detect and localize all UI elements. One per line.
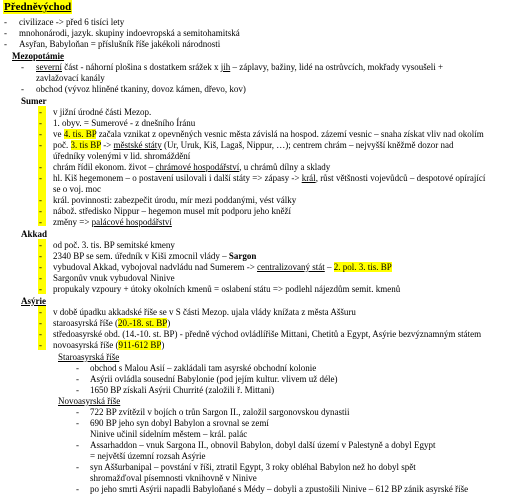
sumer-item: nábož. středisko Nippur – hegemon musel mít podporu jeho kněží — [53, 206, 291, 216]
keyword: chrámové hospodářství — [155, 162, 240, 172]
bullet-dash: - — [21, 62, 24, 72]
text-fragment: staroasyrská říše ( — [53, 318, 118, 328]
bullet-dash: - — [39, 206, 42, 216]
nova-item: syn Aššurbanipal – povstání v říši, ztratil Egypt, 3 roky obléhal Babylon než ho dobyl spět — [90, 462, 416, 472]
mezopotamie-line: obchod (vývoz hliněné tkaniny, dovoz kámen, dřevo, kov) — [36, 84, 246, 94]
text-fragment: 2340 BP se sem. úředník v Kiši zmocnil vlády – — [53, 251, 229, 261]
bullet-dash: - — [39, 140, 42, 150]
intro-line: mnohonárodi, jazyk. skupiny indoevropská a semitohamitská — [19, 28, 240, 38]
bullet-dash: - — [39, 118, 42, 128]
sumer-item: poč. 3. tis BP -> městské státy (Ur, Uruk, Kiš, Lagaš, Nippur, …); centrem chrám – nejvyšší kněžmě dozor nad — [53, 140, 454, 150]
highlight-date: 4. tis. BP — [63, 129, 97, 139]
bullet-dash: - — [21, 84, 24, 94]
section-heading-mezopotamie: Mezopotámie — [12, 51, 64, 61]
bullet-dash: - — [39, 107, 42, 117]
sumer-item: král. povinnosti: zabezpečit úrodu, mír mezi poddanými, vést války — [53, 195, 297, 205]
bullet-dash: - — [39, 284, 42, 294]
bullet-dash: - — [76, 407, 79, 417]
asyrie-item — [53, 340, 164, 351]
nova-item: 690 BP jeho syn dobyl Babylon a srovnal se zemí — [90, 418, 269, 428]
sumer-item: ve 4. tis. BP začala vznikat z opevněných vesnic města závislá na hospod. zázemí vesnic – snaha získat vliv nad okolím — [53, 129, 484, 139]
text-fragment: ) — [161, 340, 165, 350]
bullet-dash: - — [39, 173, 42, 183]
keyword-sargon: Sargon — [228, 251, 257, 261]
asyrie-item: středoasyrské obd. (14.-10. st. BP) - předně východ ovládlířiše Mittani, Chetitů a Egypt, Asýrie bezvýznamným státem — [53, 329, 482, 339]
bullet-dash: - — [76, 418, 79, 428]
bullet-dash: - — [4, 39, 7, 49]
sumer-item: v jižní úrodné části Mezop. — [53, 107, 152, 117]
nova-item: shromažďoval písemnosti vknihovně v Ninive — [90, 473, 257, 483]
bullet-dash: - — [39, 262, 42, 272]
akkad-item: propukaly vzpoury + útoky okolních kmenů = oslabení státu => podlehl nájezdům semit. kmenů — [53, 284, 401, 294]
keyword: král — [301, 173, 316, 183]
subheading-staroasyrska: Staroasyrská říše — [58, 352, 120, 362]
bullet-dash: - — [4, 17, 7, 27]
bullet-dash: - — [76, 440, 79, 450]
bullet-dash: - — [76, 462, 79, 472]
bullet-dash: - — [39, 329, 42, 339]
asyrie-item: v době úpadku akkadské říše se v S části Mezop. ujala vlády knížata z města Aššuru — [53, 307, 356, 317]
keyword: palácové hospodářství — [91, 217, 172, 227]
section-heading-akkad: Akkad — [21, 229, 48, 239]
bullet-dash: - — [39, 129, 42, 139]
mezopotamie-line — [36, 62, 443, 73]
text-fragment: vybudoval Akkad, vybojoval nadvládu nad Sumerem -> — [53, 262, 258, 272]
nova-item: Assarhaddon – vnuk Sargona II., obnovil Babylon, dobyl další území v Palestyně a dobyl Egypt — [90, 440, 436, 450]
section-heading-asyrie: Asýrie — [21, 296, 46, 306]
bullet-dash: - — [39, 307, 42, 317]
akkad-item — [53, 251, 256, 262]
text-fragment: – — [324, 262, 334, 272]
bullet-dash: - — [39, 240, 42, 250]
intro-line: Asyřan, Babyloňan = příslušník říše jakékoli národnosti — [19, 39, 221, 49]
bullet-dash: - — [39, 217, 42, 227]
highlight-date: 911-612 BP — [118, 340, 162, 350]
sumer-item: se o voj. moc — [53, 184, 101, 194]
highlight-date: 20.-18. st. BP — [117, 318, 168, 328]
section-heading-sumer: Sumer — [21, 96, 47, 106]
sumer-item: 1. obyv. = Sumerové - z dnešního Íránu — [53, 118, 196, 128]
text-fragment: část - náhorní plošina s dostatkem srážek x — [62, 62, 221, 72]
subheading-novoasyrska: Novoasyrská říše — [58, 396, 121, 406]
highlight-date: 3. tis BP — [70, 140, 101, 150]
bullet-dash: - — [4, 28, 7, 38]
stara-item: Asýrii ovládla sousední Babylonie (pod jejím kultur. vlivem už déle) — [90, 374, 338, 384]
bullet-dash: - — [39, 273, 42, 283]
keyword: městské státy — [113, 140, 162, 150]
nova-item: = největší územní rozsah Asýrie — [90, 451, 206, 461]
bullet-dash: - — [76, 385, 79, 395]
sumer-item: změny => palácové hospodářství — [53, 217, 172, 227]
nova-item: 722 BP zvítězil v bojích o trůn Sargon II., založil sargonovskou dynastii — [90, 407, 350, 417]
intro-line: civilizace -> před 6 tisíci lety — [19, 17, 125, 27]
text-fragment: – záplavy, bažiny, lidé na ostrůvcích, mokřady vysoušeli + — [230, 62, 444, 72]
highlight-date: 2. pol. 3. tis. BP — [333, 262, 392, 272]
akkad-item: Sargonův vnuk vybudoval Ninive — [53, 273, 175, 283]
stara-item: 1650 BP získali Asýrii Churrité (založili ř. Mittani) — [90, 385, 275, 395]
bullet-dash: - — [76, 374, 79, 384]
stara-item: obchod s Malou Asií – zakládali tam asyrské obchodní kolonie — [90, 363, 317, 373]
bullet-dash: - — [76, 363, 79, 373]
bullet-dash: - — [39, 251, 42, 261]
bullet-dash: - — [39, 195, 42, 205]
sumer-item: hl. Kiš hegemonem – o postavení usilovali i další státy => zápasy -> král, růst většnosti vojevůdců – despotové opírající — [53, 173, 486, 183]
bullet-dash: - — [39, 340, 42, 350]
nova-item: po jeho smrti Asýrii napadli Babyloňané s Médy – dobyli a zpustošili Ninive – 612 BP zánik asyrské říše — [90, 484, 469, 494]
bullet-dash: - — [76, 484, 79, 494]
nova-item: Ninive učinil sídelním městem – král. palác — [90, 429, 248, 439]
mezopotamie-line: zavlažovací kanály — [36, 73, 105, 83]
asyrie-item — [53, 318, 170, 329]
sumer-item: chrám řídil ekonom. život – chrámové hospodářství, u chrámů dílny a sklady — [53, 162, 331, 172]
page-title: Předněvýchod — [4, 1, 72, 13]
keyword-jih: jih — [220, 62, 231, 72]
keyword: centralizovaný stát — [257, 262, 325, 272]
keyword-severni: severní — [36, 62, 62, 72]
sumer-item: úředníky volenými v lid. shromáždění — [53, 151, 191, 161]
bullet-dash: - — [39, 162, 42, 172]
akkad-item — [53, 262, 392, 273]
text-fragment: novoasyrská říše ( — [53, 340, 119, 350]
text-fragment: ) — [167, 318, 171, 328]
akkad-item: od poč. 3. tis. BP semitské kmeny — [53, 240, 175, 250]
bullet-dash: - — [39, 318, 42, 328]
